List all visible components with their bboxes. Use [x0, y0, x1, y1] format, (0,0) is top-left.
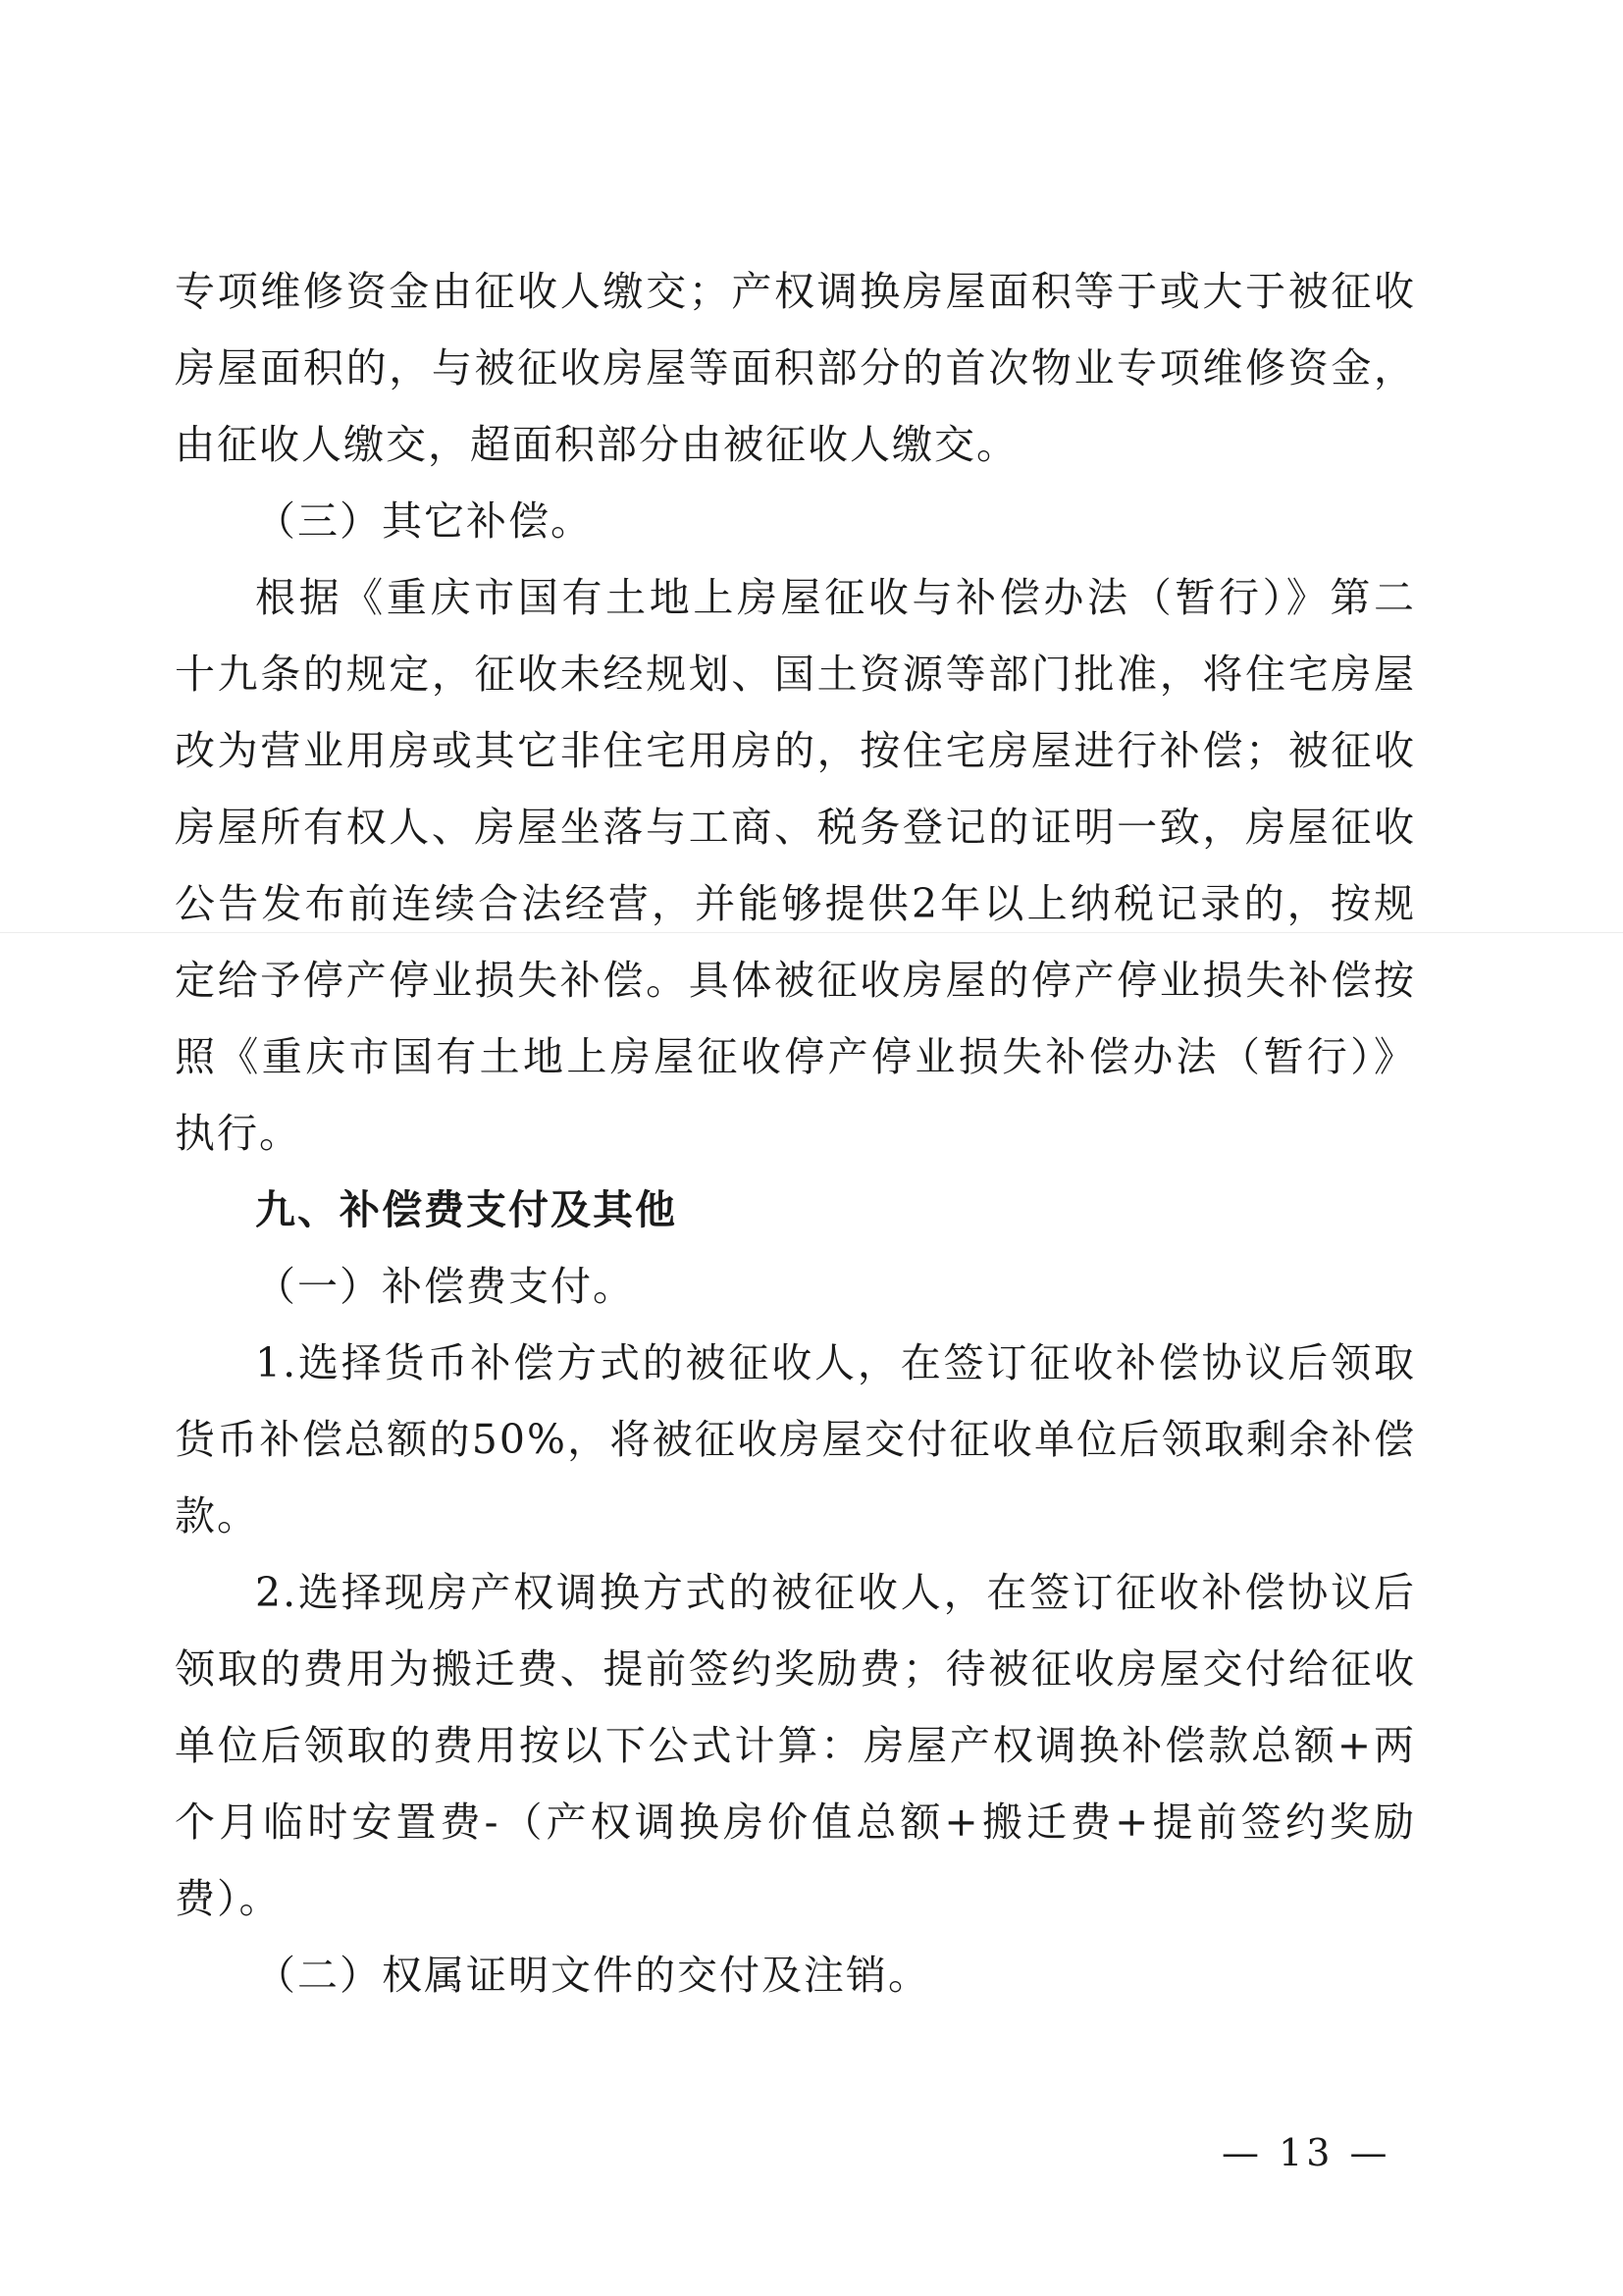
paragraph-line: 费）。: [175, 1875, 282, 1922]
section-heading: 九、补偿费支付及其他: [255, 1186, 677, 1233]
paragraph-line: 改为营业用房或其它非住宅用房的，按住宅房屋进行补偿；被征收: [175, 727, 1416, 774]
paragraph-line: 2.选择现房产权调换方式的被征收人，在签订征收补偿协议后: [255, 1569, 1416, 1616]
body-text: [175, 253, 1416, 2013]
paragraph-line: 1.选择货币补偿方式的被征收人，在签订征收补偿协议后领取: [255, 1339, 1416, 1386]
paragraph-line: 十九条的规定，征收未经规划、国土资源等部门批准，将住宅房屋: [175, 651, 1416, 698]
paragraph-line: 单位后领取的费用按以下公式计算：房屋产权调换补偿款总额+两: [175, 1722, 1416, 1769]
paragraph-line: 专项维修资金由征收人缴交；产权调换房屋面积等于或大于被征收: [175, 268, 1416, 315]
paragraph-line: 执行。: [175, 1110, 301, 1157]
page-number: — 13 —: [1222, 2131, 1391, 2174]
subsection-heading: （二）权属证明文件的交付及注销。: [255, 1952, 930, 1999]
paragraph-line: 照《重庆市国有土地上房屋征收停产停业损失补偿办法（暂行）》: [175, 1033, 1416, 1080]
paragraph-line: 货币补偿总额的50%，将被征收房屋交付征收单位后领取剩余补偿: [175, 1416, 1416, 1463]
paragraph-line: 房屋所有权人、房屋坐落与工商、税务登记的证明一致，房屋征收: [175, 804, 1416, 851]
subsection-heading: （一）补偿费支付。: [255, 1263, 635, 1310]
paragraph-line: 由征收人缴交，超面积部分由被征收人缴交。: [175, 421, 1019, 468]
paragraph-line: 个月临时安置费-（产权调换房价值总额+搬迁费+提前签约奖励: [175, 1799, 1416, 1846]
paragraph-line: 房屋面积的，与被征收房屋等面积部分的首次物业专项维修资金，: [175, 344, 1416, 391]
paragraph-line: 根据《重庆市国有土地上房屋征收与补偿办法（暂行）》第二: [255, 574, 1416, 621]
paragraph-line: 款。: [175, 1492, 259, 1539]
subsection-heading: （三）其它补偿。: [255, 497, 593, 545]
paragraph-line: 定给予停产停业损失补偿。具体被征收房屋的停产停业损失补偿按: [175, 957, 1416, 1004]
paragraph-line: 领取的费用为搬迁费、提前签约奖励费；待被征收房屋交付给征收: [175, 1645, 1416, 1693]
paragraph-line: 公告发布前连续合法经营，并能够提供2年以上纳税记录的，按规: [175, 880, 1416, 927]
